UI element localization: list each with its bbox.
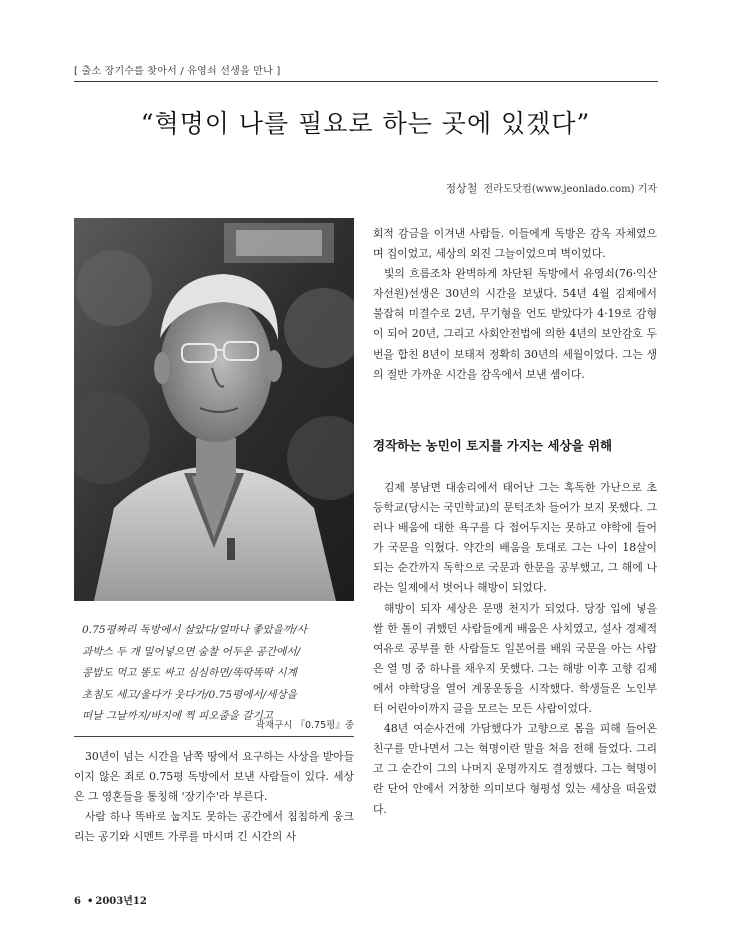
body-paragraph: 해방이 되자 세상은 문맹 천지가 되었다. 당장 입에 넣을 쌀 한 톨이 귀했던 사람들에게 배움은 사치였고, 설사 경제적 여유로 공부를 한 사람들도 일본어를 배워 국문을 아는 사람은 열 명 중 하나를 채우지 못했다. 그는 해방 이후 고향 김제에서 야학당을 열어 계몽운동을 시작했다. 학생들은 노인부터 어린아이까지 글을 모르는 모든 사람이었다. (373, 601, 657, 716)
caption-line: 0.75평짜리 독방에서 살았다/얼마나 좋았을까/사 (82, 624, 308, 636)
caption-line: 떠날 그날까지/바지에 찍 피오줌을 갈기고 (82, 710, 274, 723)
caption-line: 초침도 세고/울다가 웃다가/0.75평에서/세상을 (82, 688, 297, 701)
issue-date: 2003년12 (95, 896, 147, 907)
folio-separator: • (86, 896, 94, 907)
portrait-photo (74, 218, 354, 601)
body-paragraph: 빛의 흐름조차 완벽하게 차단된 독방에서 유영쇠(76·익산자선원)선생은 30년의 시간을 보냈다. 54년 4월 김제에서 불잡혀 미결수로 2년, 무기형을 언도 받았다가 4·19로 감형이 되어 20년, 그리고 사회안전법에 의한 4년의 보안감호 두 번을 합친 8년이 보태져 정확히 30년의 세월이었다. 그는 생의 절반 가까운 시간을 감옥에서 보낸 셈이다. (373, 267, 657, 381)
portrait-illustration (74, 218, 354, 601)
caption-divider (74, 736, 354, 737)
caption-line: 과박스 두 개 밀어넣으면 숨찰 어두운 공간에서/ (82, 645, 301, 658)
section-subheading: 경작하는 농민이 토지를 가지는 세상을 위해 (373, 438, 613, 453)
byline (445, 180, 657, 196)
body-paragraph: 30년이 넘는 시간을 남쪽 땅에서 요구하는 사상을 받아들이지 않은 죄로 0.75평 독방에서 보낸 사람들이 있다. 세상은 그 영혼들을 통칭해 '장기수'라 부른다. (74, 750, 354, 804)
photo-caption-poem (82, 620, 354, 728)
right-column-text-bottom (373, 478, 657, 820)
body-paragraph: 48년 여순사건에 가담했다가 고향으로 몸을 피해 들어온 친구를 만나면서 그는 혁명이란 말을 처음 전해 들었다. 그리고 그 순간이 그의 나머지 운명까지도 결정했다. 그는 혁명이란 단어 안에서 거창한 의미보다 형평성 있는 세상을 떠올렸다. (373, 722, 657, 816)
header-divider (74, 81, 658, 82)
author-name: 정상철 (445, 182, 478, 195)
caption-source: 곽재구시 『0.75평』중 (255, 720, 354, 731)
body-paragraph: 회적 감금을 이겨낸 사람들. 이들에게 독방은 감옥 자체였으며 집이었고, 세상의 외진 그늘이었으며 벽이었다. (373, 227, 657, 261)
author-affiliation: 전라도닷컴(www.jeonlado.com) 기자 (483, 184, 657, 195)
page-folio (74, 892, 147, 907)
article-headline: “혁명이 나를 필요로 하는 곳에 있겠다” (140, 109, 591, 138)
page-number: 6 (74, 896, 81, 907)
right-column-text-top (373, 224, 657, 385)
body-paragraph: 사람 하나 똑바로 눕지도 못하는 공간에서 침침하게 웅크리는 공기와 시멘트 가루를 마시며 긴 시간의 사 (74, 810, 354, 844)
series-tag: [ 출소 장기수를 찾아서 / 유영쇠 선생을 만나 ] (74, 66, 281, 77)
left-column-text (74, 747, 354, 847)
body-paragraph: 김제 봉남면 대송리에서 태어난 그는 혹독한 가난으로 초등학교(당시는 국민학교)의 문턱조차 들어가 보지 못했다. 그러나 배움에 대한 욕구를 다 접어두지는 못하고 야학에 들어가 국문을 익혔다. 약간의 배움을 토대로 그는 나이 18살이 되는 순간까지 독학으로 국문과 한문을 공부했고, 그 해에 나라는 일제에서 벗어나 해방이 되었다. (373, 481, 657, 595)
caption-line: 콩밥도 먹고 똥도 싸고 심심하면/똑딱똑딱 시계 (82, 667, 297, 680)
